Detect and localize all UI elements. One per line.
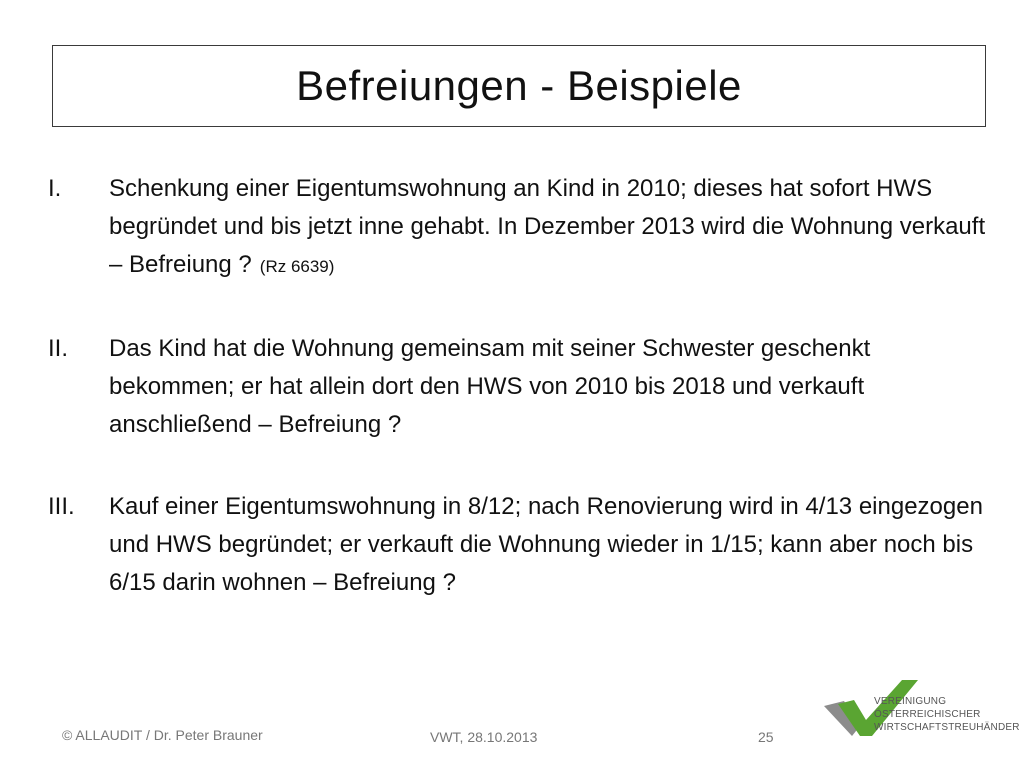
item-numeral: I. — [48, 175, 62, 202]
item-reference: (Rz 6639) — [259, 257, 335, 276]
list-item — [48, 170, 998, 286]
logo-line: ÖSTERREICHISCHER — [874, 709, 981, 720]
logo-line: WIRTSCHAFTSTREUHÄNDER — [874, 722, 1020, 733]
example-list — [48, 170, 998, 646]
logo-line: VEREINIGUNG — [874, 696, 947, 707]
logo-text — [874, 695, 1020, 734]
slide-title: Befreiungen - Beispiele — [296, 62, 742, 109]
footer-copyright: © ALLAUDIT / Dr. Peter Brauner — [62, 727, 263, 743]
title-box — [52, 45, 986, 127]
item-body: Schenkung einer Eigentumswohnung an Kind in 2010; dieses hat sofort HWS begründet und bis jetzt inne gehabt. In Dezember 2013 wird die Wohnung verkauft – Befreiung ? — [109, 175, 986, 278]
list-item — [48, 330, 998, 444]
list-item — [48, 488, 998, 602]
item-text: Das Kind hat die Wohnung gemeinsam mit seiner Schwester geschenkt bekommen; er hat allein dort den HWS von 2010 bis 2018 und verkauft anschließend – Befreiung ? — [109, 335, 871, 438]
organization-logo — [822, 674, 1018, 744]
item-text — [109, 170, 998, 286]
item-numeral: III. — [48, 493, 75, 520]
footer-event: VWT, 28.10.2013 — [430, 729, 538, 745]
item-text: Kauf einer Eigentumswohnung in 8/12; nach Renovierung wird in 4/13 eingezogen und HWS begründet; er verkauft die Wohnung wieder in 1/15; kann aber noch bis 6/15 darin wohnen – Befreiung ? — [109, 493, 983, 596]
page-number: 25 — [758, 729, 774, 745]
item-numeral: II. — [48, 335, 69, 362]
